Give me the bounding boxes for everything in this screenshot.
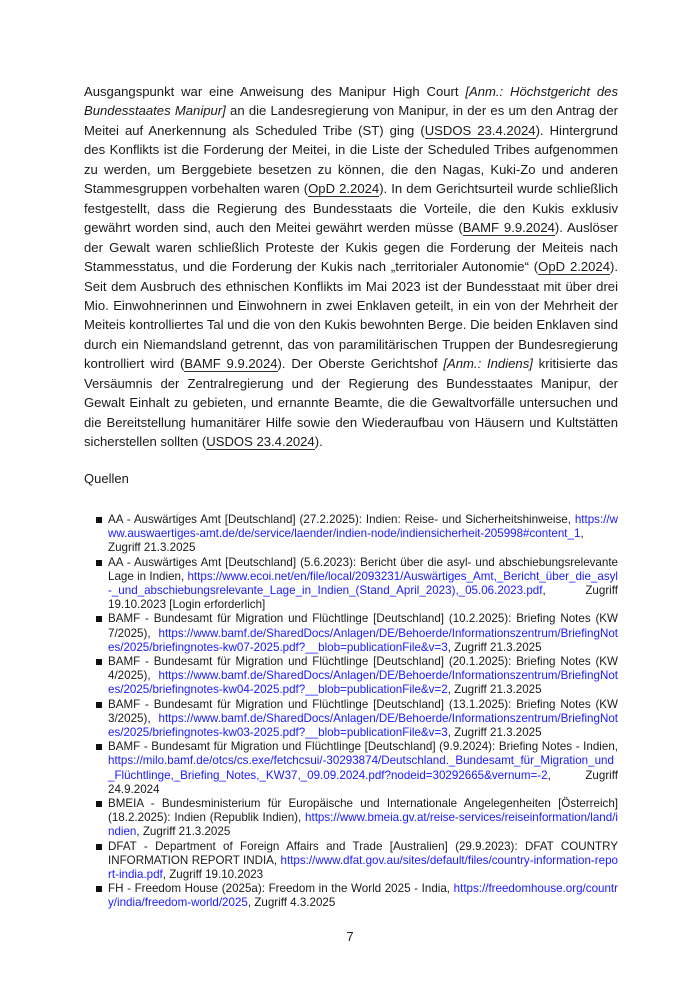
paragraph-text: ). In dem Gerichtsurteil wurde schließlich festgestellt, dass die Regierung des Bundesstaats die Vorteile, die den Kukis exklusiv gewährt worden sind, auch den Meitei gewährt werden müsse ( xyxy=(84,181,618,236)
sources-heading: Quellen xyxy=(84,471,129,486)
reference-text: BAMF - Bundesamt für Migration und Flüchtlinge [Deutschland] (20.1.2025): Briefing Notes (KW 4/2025), xyxy=(108,655,618,683)
reference-item xyxy=(108,556,618,613)
reference-access-date: , Zugriff 21.3.2025 xyxy=(447,726,542,740)
reference-access-date: , Zugriff 19.10.2023 xyxy=(162,868,264,882)
reference-url-link[interactable]: https://www.bamf.de/SharedDocs/Anlagen/DE/Behoerde/Informationszentrum/BriefingNotes/2025/briefingnotes-kw07-2025.pdf?__blob=publicationFile&v=3 xyxy=(108,626,618,654)
reference-access-date: , Zugriff 21.3.2025 xyxy=(447,683,542,697)
reference-item xyxy=(108,882,618,910)
reference-url-link[interactable]: https://www.bamf.de/SharedDocs/Anlagen/DE/Behoerde/Informationszentrum/BriefingNotes/2025/briefingnotes-kw04-2025.pdf?__blob=publicationFile&v=2 xyxy=(108,669,618,697)
reference-item xyxy=(108,513,618,556)
citation-link[interactable]: OpD 2.2024 xyxy=(538,259,610,275)
reference-url-link[interactable]: https://www.dfat.gov.au/sites/default/files/country-information-report-india.pdf xyxy=(108,853,618,882)
reference-access-date: , Zugriff 21.3.2025 xyxy=(136,825,231,839)
reference-text: DFAT - Department of Foreign Affairs and Trade [Australien] (29.9.2023): DFAT COUNTRY INFORMATION REPORT INDIA, xyxy=(108,839,618,867)
citation-link[interactable]: BAMF 9.9.2024 xyxy=(184,356,278,372)
reference-url-link[interactable]: https://milo.bamf.de/otcs/cs.exe/fetchcsui/-30293874/Deutschland._Bundesamt_für_Migration_und_Flüchtlinge,_Briefing_Notes,_KW37,_09.09.2024.pdf?nodeid=30292665&vernum=-2 xyxy=(108,754,614,782)
paragraph-text: Ausgangspunkt war eine Anweisung des Manipur High Court xyxy=(84,84,466,99)
reference-text: BAMF - Bundesamt für Migration und Flüchtlinge [Deutschland] (13.1.2025): Briefing Notes (KW 3/2025), xyxy=(108,697,618,725)
reference-list xyxy=(108,513,618,911)
reference-text: BMEIA - Bundesministerium für Europäische und Internationale Angelegenheiten [Österreich] (18.2.2025): Indien (Republik Indien), xyxy=(108,797,618,825)
citation-link[interactable]: BAMF 9.9.2024 xyxy=(462,220,555,236)
citation-link[interactable]: OpD 2.2024 xyxy=(308,181,380,197)
body-paragraph xyxy=(84,82,618,452)
reference-item xyxy=(108,655,618,698)
reference-url-link[interactable]: https://www.ecoi.net/en/file/local/2093231/Auswärtiges_Amt,_Bericht_über_die_asyl-_und_abschiebungsrelevante_Lage_in_Indien_(Stand_April_2023),_05.06.2023.pdf xyxy=(108,569,618,598)
reference-text: FH - Freedom House (2025a): Freedom in the World 2025 - India, xyxy=(108,882,454,896)
reference-url-link[interactable]: https://www.bmeia.gv.at/reise-services/reiseinformation/land/indien xyxy=(108,811,618,839)
paragraph-text: an die Landesregierung von Manipur, in der es um den Antrag der Meitei auf Anerkennung als Scheduled Tribe (ST) ging ( xyxy=(84,103,618,138)
paragraph-text: ). Auslöser der Gewalt waren schließlich Proteste der Kukis gegen die Forderung der Meiteis nach Stammesstatus, und die Forderung der Kukis nach „territorialer Autonomie“ ( xyxy=(84,220,618,275)
reference-access-date: , Zugriff 21.3.2025 xyxy=(108,527,584,555)
annotation-text: [Anm.: Indiens] xyxy=(443,356,533,372)
reference-item xyxy=(108,840,618,883)
reference-url-link[interactable]: https://www.bamf.de/SharedDocs/Anlagen/DE/Behoerde/Informationszentrum/BriefingNotes/2025/briefingnotes-kw03-2025.pdf?__blob=publicationFile&v=3 xyxy=(108,711,618,740)
paragraph-text: ). xyxy=(314,434,323,450)
reference-text: BAMF - Bundesamt für Migration und Flüchtlinge [Deutschland] (10.2.2025): Briefing Notes (KW 7/2025), xyxy=(108,612,618,640)
reference-access-date: , Zugriff 19.10.2023 [Login erforderlich] xyxy=(108,584,618,612)
reference-url-link[interactable]: https://www.auswaertiges-amt.de/de/service/laender/indien-node/indiensicherheit-205998#content_1 xyxy=(108,513,618,541)
paragraph-text: ). Seit dem Ausbruch des ethnischen Konflikts im Mai 2023 ist der Bundesstaat mit über drei Mio. Einwohnerinnen und Einwohnern in zwei Enklaven geteilt, in ein von der Mehrheit der Meiteis kontrolliertes Tal und die von den Kukis bewohnten Berge. Die beiden Enklaven sind durch ein Niemandsland getrennt, das von paramilitärischen Truppen der Bundesregierung kontrolliert wird ( xyxy=(84,259,618,372)
reference-text: AA - Auswärtiges Amt [Deutschland] (27.2.2025): Indien: Reise- und Sicherheitshinweise, xyxy=(108,513,575,526)
reference-item xyxy=(108,698,618,741)
citation-link[interactable]: USDOS 23.4.2024 xyxy=(206,434,315,450)
reference-item xyxy=(108,740,618,797)
reference-access-date: , Zugriff 21.3.2025 xyxy=(447,640,542,654)
reference-item xyxy=(108,797,618,840)
reference-text: BAMF - Bundesamt für Migration und Flüchtlinge [Deutschland] (9.9.2024): Briefing Notes - Indien, xyxy=(108,740,618,754)
reference-text: AA - Auswärtiges Amt [Deutschland] (5.6.2023): Bericht über die asyl- und abschiebungsrelevante Lage in Indien, xyxy=(108,555,618,583)
reference-url-link[interactable]: https://freedomhouse.org/country/india/freedom-world/2025 xyxy=(108,882,618,910)
paragraph-text: kritisierte das Versäumnis der Zentralregierung und der Regierung des Bundesstaates Manipur, der Gewalt Einhalt zu gebieten, und ernannte Beamte, die die Gewaltvorfälle untersuchen und die Bereitstellung humanitärer Hilfe sowie den Wiederaufbau von Häusern und Kultstätten sicherstellen sollten ( xyxy=(84,356,618,450)
paragraph-text: ). Der Oberste Gerichtshof xyxy=(277,356,444,372)
citation-link[interactable]: USDOS 23.4.2024 xyxy=(424,122,536,138)
reference-item xyxy=(108,612,618,655)
reference-access-date: , Zugriff 24.9.2024 xyxy=(108,768,618,796)
annotation-text: [Anm.: Höchstgericht des Bundesstaates Manipur] xyxy=(84,84,618,119)
paragraph-text: ). Hintergrund des Konflikts ist die Forderung der Meitei, in die Liste der Scheduled Tribes aufgenommen zu werden, um Berggebiete besetzen zu können, die den Nagas, Kuki-Zo und anderen Stammesgruppen vorbehalten waren ( xyxy=(84,122,618,197)
reference-access-date: , Zugriff 4.3.2025 xyxy=(247,896,336,910)
page-number: 7 xyxy=(346,929,354,944)
